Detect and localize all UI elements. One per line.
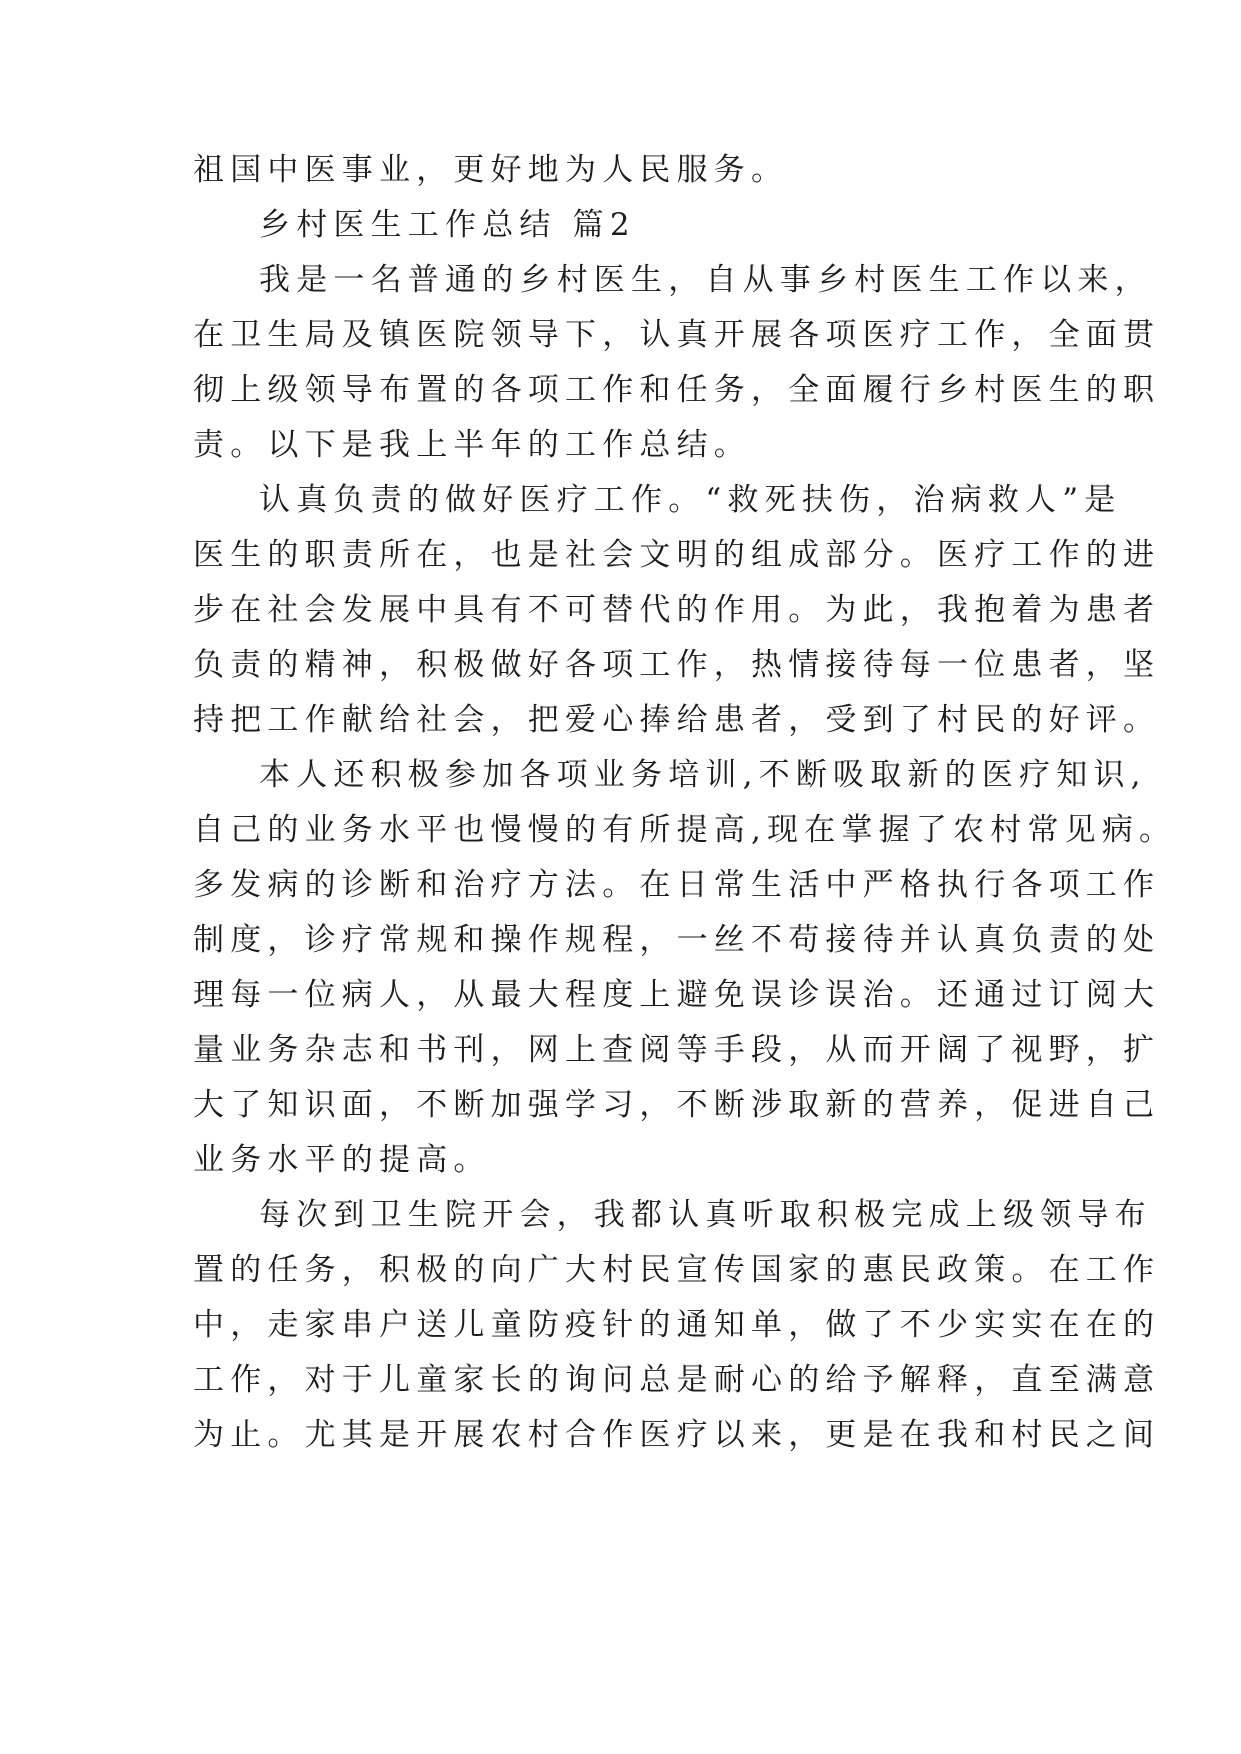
paragraph-line: 制度，诊疗常规和操作规程，一丝不苟接待并认真负责的处 [193,922,1161,958]
paragraph-line: 在卫生局及镇医院领导下，认真开展各项医疗工作，全面贯 [193,317,1161,353]
paragraph-line: 持把工作献给社会，把爱心捧给患者，受到了村民的好评。 [193,702,1161,738]
paragraph-line: 置的任务，积极的向广大村民宣传国家的惠民政策。在工作 [193,1252,1161,1288]
text-line-continuation: 祖国中医事业，更好地为人民服务。 [193,152,789,188]
paragraph-line: 彻上级领导布置的各项工作和任务，全面履行乡村医生的职 [193,372,1161,408]
paragraph-line: 为止。尤其是开展农村合作医疗以来，更是在我和村民之间 [193,1417,1161,1453]
paragraph-line: 业务水平的提高。 [193,1142,491,1178]
paragraph-line: 理每一位病人，从最大程度上避免误诊误治。还通过订阅大 [193,977,1161,1013]
paragraph-line: 认真负责的做好医疗工作。“救死扶伤，治病救人”是 [259,482,1122,518]
paragraph-line: 步在社会发展中具有不可替代的作用。为此，我抱着为患者 [193,592,1161,628]
paragraph-line: 大了知识面，不断加强学习，不断涉取新的营养，促进自己 [193,1087,1161,1123]
paragraph-line: 医生的职责所在，也是社会文明的组成部分。医疗工作的进 [193,537,1161,573]
paragraph-line: 多发病的诊断和治疗方法。在日常生活中严格执行各项工作 [193,867,1161,903]
paragraph-line: 本人还积极参加各项业务培训,不断吸取新的医疗知识, [259,757,1147,793]
paragraph-line: 我是一名普通的乡村医生，自从事乡村医生工作以来， [259,262,1152,298]
paragraph-line: 责。以下是我上半年的工作总结。 [193,427,751,463]
paragraph-line: 中，走家串户送儿童防疫针的通知单，做了不少实实在在的 [193,1307,1161,1343]
paragraph-line: 自己的业务水平也慢慢的有所提高,现在掌握了农村常见病。 [193,812,1177,848]
paragraph-line: 工作，对于儿童家长的询问总是耐心的给予解释，直至满意 [193,1362,1161,1398]
section-heading: 乡村医生工作总结 篇2 [259,207,636,243]
paragraph-line: 负责的精神，积极做好各项工作，热情接待每一位患者，坚 [193,647,1161,683]
paragraph-line: 量业务杂志和书刊，网上查阅等手段，从而开阔了视野，扩 [193,1032,1161,1068]
paragraph-line: 每次到卫生院开会，我都认真听取积极完成上级领导布 [259,1197,1152,1233]
